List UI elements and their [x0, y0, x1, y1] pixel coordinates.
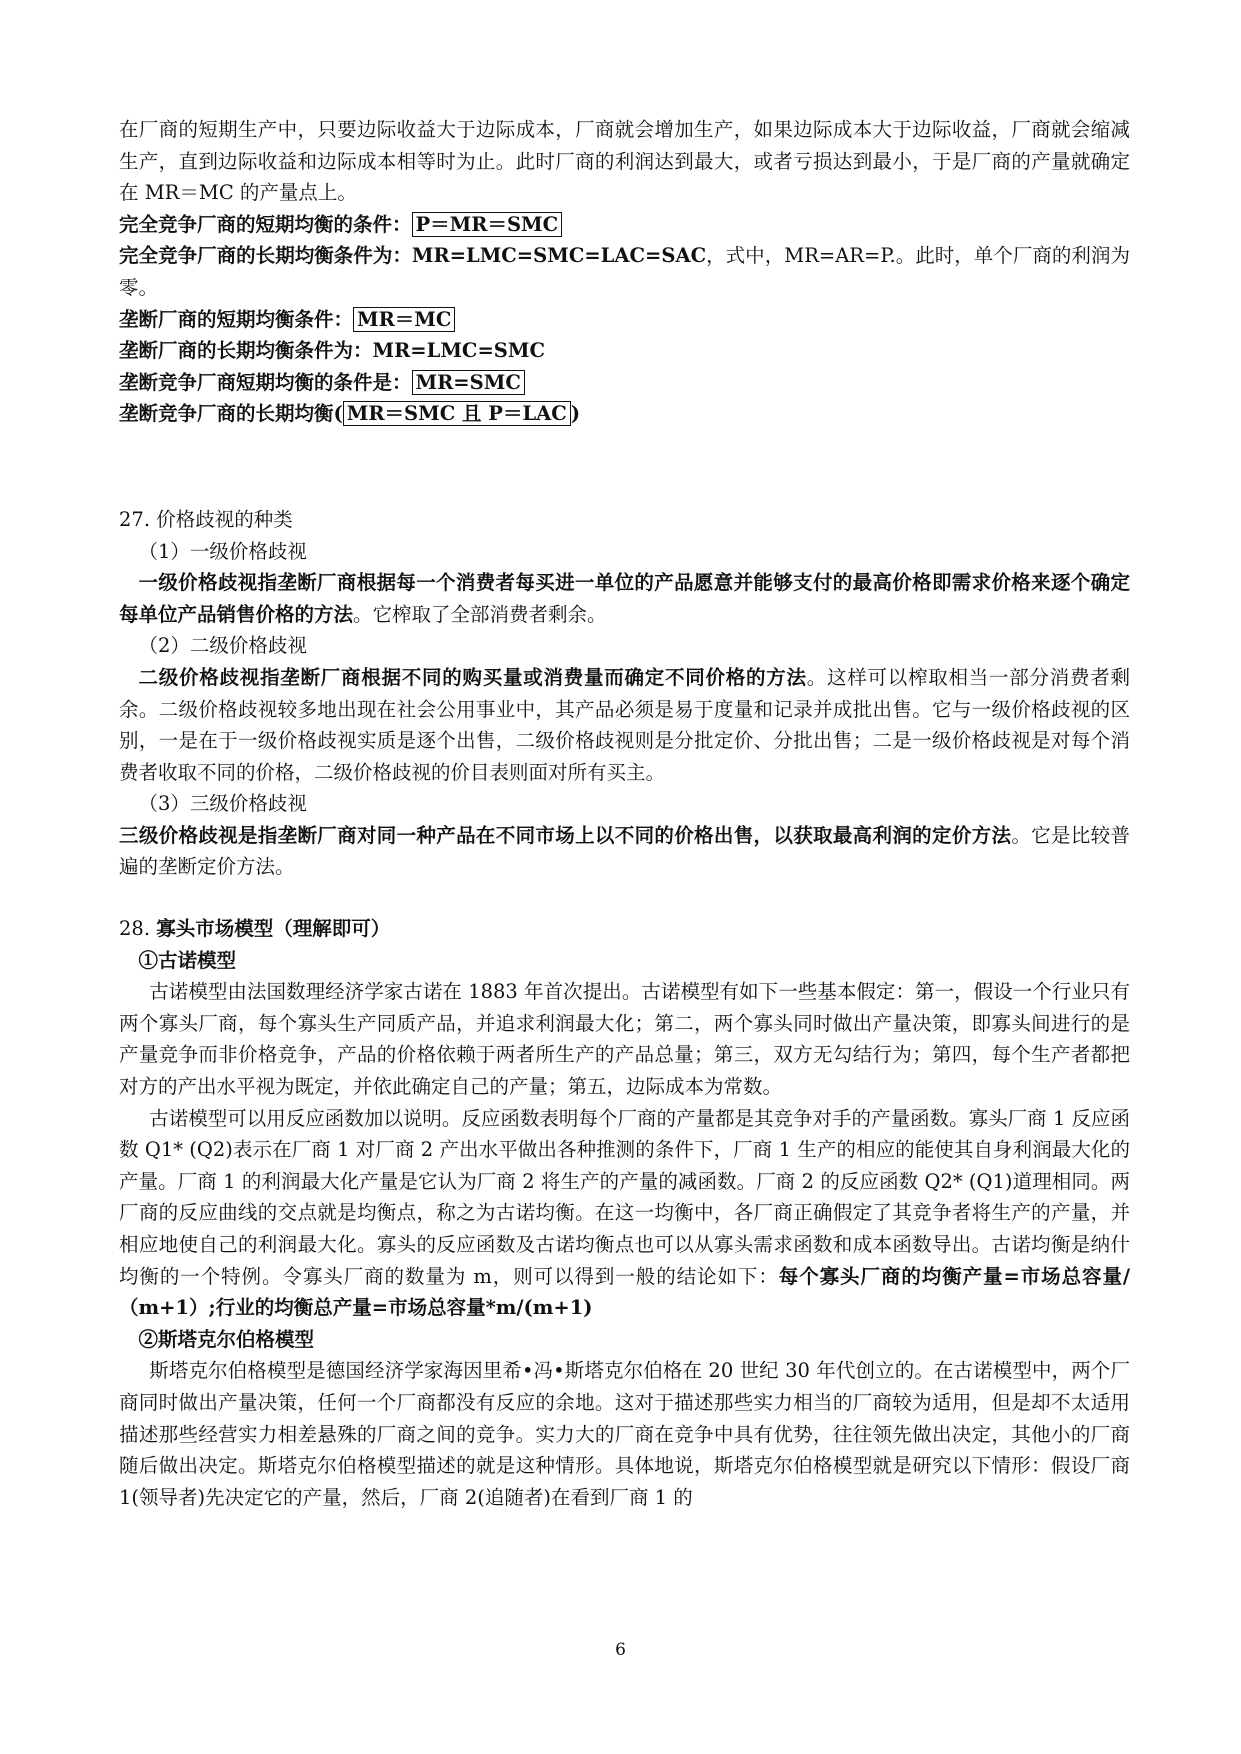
pc-long-rest: ，式中，MR=AR=P.。此时，单个厂商的利润为零。 [119, 244, 1130, 299]
subsection-3-bold: 三级价格歧视是指垄断厂商对同一种产品在不同市场上以不同的价格出售，以获取最高利润的定价方法 [119, 823, 1012, 847]
mono-short-formula: MR＝MC [353, 307, 455, 332]
model-1-paragraph-1: 古诺模型由法国数理经济学家古诺在 1883 年首次提出。古诺模型有如下一些基本假定：第一，假设一个行业只有两个寡头厂商，每个寡头生产同质产品，并追求利润最大化；第二，两个寡头同时做出产量决策，即寡头间进行的是产量竞争而非价格竞争，产品的价格依赖于两者所生产的产品总量；第三，双方无勾结行为；第四，每个生产者都把对方的产出水平视为既定，并依此确定自己的产量；第五，边际成本为常数。 [119, 980, 1130, 1099]
model-1-paragraph-2-text: 古诺模型可以用反应函数加以说明。反应函数表明每个厂商的产量都是其竞争对手的产量函数。寡头厂商 1 反应函数 Q1* (Q2)表示在厂商 1 对厂商 2 产出水平做出各种推测的条件下，厂商 1 生产的相应的能使其自身利润最大化的产量。厂商 1 的利润最大化产量是它认为厂商 2 将生产的产量的减函数。厂商 2 的反应函数 Q2* (Q1)道理相同。两厂商的反应曲线的交点就是均衡点，称之为古诺均衡。在这一均衡中，各厂商正确假定了其竞争者将生产的产量，并相应地使自己的利润最大化。寡头的反应函数及古诺均衡点也可以从寡头需求函数和成本函数导出。古诺均衡是纳什均衡的一个特例。令寡头厂商的数量为 m，则可以得到一般的结论如下： [119, 1106, 1130, 1288]
subsection-2-title: （2）二级价格歧视 [138, 634, 307, 658]
mc-long-label: 垄断竞争厂商的长期均衡( [119, 402, 343, 426]
mc-short-condition [119, 367, 1130, 399]
section-28-number: 28. [119, 917, 157, 941]
subsection-2-rest: 。这样可以榨取相当一部分消费者剩余。二级价格歧视较多地出现在社会公用事业中，其产品必须是易于度量和记录并成批出售。它与一级价格歧视的区别，一是在于一级价格歧视实质是逐个出售，二级价格歧视则是分批定价、分批出售；二是一级价格歧视是对每个消费者收取不同的价格，二级价格歧视的价目表则面对所有买主。 [119, 665, 1130, 784]
section-28-text: 寡头市场模型（理解即可） [156, 917, 391, 941]
model-2-title: ②斯塔克尔伯格模型 [138, 1327, 315, 1351]
mc-short-formula: MR=SMC [412, 370, 525, 395]
section-gap [119, 430, 1130, 504]
subsection-3-rest: 。它是比较普遍的垄断定价方法。 [119, 823, 1130, 879]
subsection-1-bold: 一级价格歧视指垄断厂商根据每一个消费者每买进一单位的产品愿意并能够支付的最高价格即需求价格来逐个确定每单位产品销售价格的方法 [119, 571, 1130, 626]
subsection-1-title: （1）一级价格歧视 [138, 539, 307, 563]
subsection-1-rest: 。它榨取了全部消费者剩余。 [353, 602, 607, 626]
subsection-2-body [119, 662, 1130, 788]
subsection-1-body [119, 567, 1130, 630]
section-27-title: 27. 价格歧视的种类 [119, 507, 293, 531]
pc-long-condition [119, 240, 1130, 303]
mc-long-formula: MR＝SMC 且 P＝LAC [343, 401, 571, 426]
subsection-3-body [119, 820, 1130, 883]
mc-long-condition [119, 398, 1130, 430]
section-gap [119, 883, 1130, 913]
subsection-2-bold: 二级价格歧视指垄断厂商根据不同的购买量或消费量而确定不同价格的方法 [138, 665, 807, 689]
pc-short-condition [119, 209, 1130, 241]
page-body [119, 114, 1130, 1513]
model-1-title: ①古诺模型 [138, 948, 237, 972]
mc-long-close: ) [570, 402, 581, 426]
mono-short-label: 垄断厂商的短期均衡条件： [119, 307, 354, 331]
intro-paragraph: 在厂商的短期生产中，只要边际收益大于边际成本，厂商就会增加生产，如果边际成本大于边际收益，厂商就会缩减生产，直到边际收益和边际成本相等时为止。此时厂商的利润达到最大，或者亏损达到最小，于是厂商的产量就确定在 MR＝MC 的产量点上。 [119, 118, 1130, 205]
model-1-paragraph-2-bold: 每个寡头厂商的均衡产量=市场总容量/（m+1）;行业的均衡总产量=市场总容量*m/(m+1) [119, 1264, 1130, 1320]
model-2-paragraph-1: 斯塔克尔伯格模型是德国经济学家海因里希•冯•斯塔克尔伯格在 20 世纪 30 年代创立的。在古诺模型中，两个厂商同时做出产量决策，任何一个厂商都没有反应的余地。这对于描述那些实力相当的厂商较为适用，但是却不太适用描述那些经营实力相差悬殊的厂商之间的竞争。实力大的厂商在竞争中具有优势，往往领先做出决定，其他小的厂商随后做出决定。斯塔克尔伯格模型描述的就是这种情形。具体地说，斯塔克尔伯格模型就是研究以下情形：假设厂商 1(领导者)先决定它的产量，然后，厂商 2(追随者)在看到厂商 1 的 [119, 1359, 1130, 1509]
mono-short-condition [119, 304, 1130, 336]
pc-short-label: 完全竞争厂商的短期均衡的条件： [119, 212, 412, 236]
mono-long-condition: 垄断厂商的长期均衡条件为：MR=LMC=SMC [119, 339, 545, 363]
section-28-title [119, 913, 1130, 945]
page-number: 6 [615, 1640, 626, 1660]
subsection-3-title: （3）三级价格歧视 [138, 792, 307, 816]
model-1-paragraph-2 [119, 1103, 1130, 1324]
pc-long-bold: 完全竞争厂商的长期均衡条件为：MR=LMC=SMC=LAC=SAC [119, 244, 707, 268]
pc-short-formula: P＝MR＝SMC [412, 212, 563, 237]
mc-short-label: 垄断竞争厂商短期均衡的条件是： [119, 370, 412, 394]
